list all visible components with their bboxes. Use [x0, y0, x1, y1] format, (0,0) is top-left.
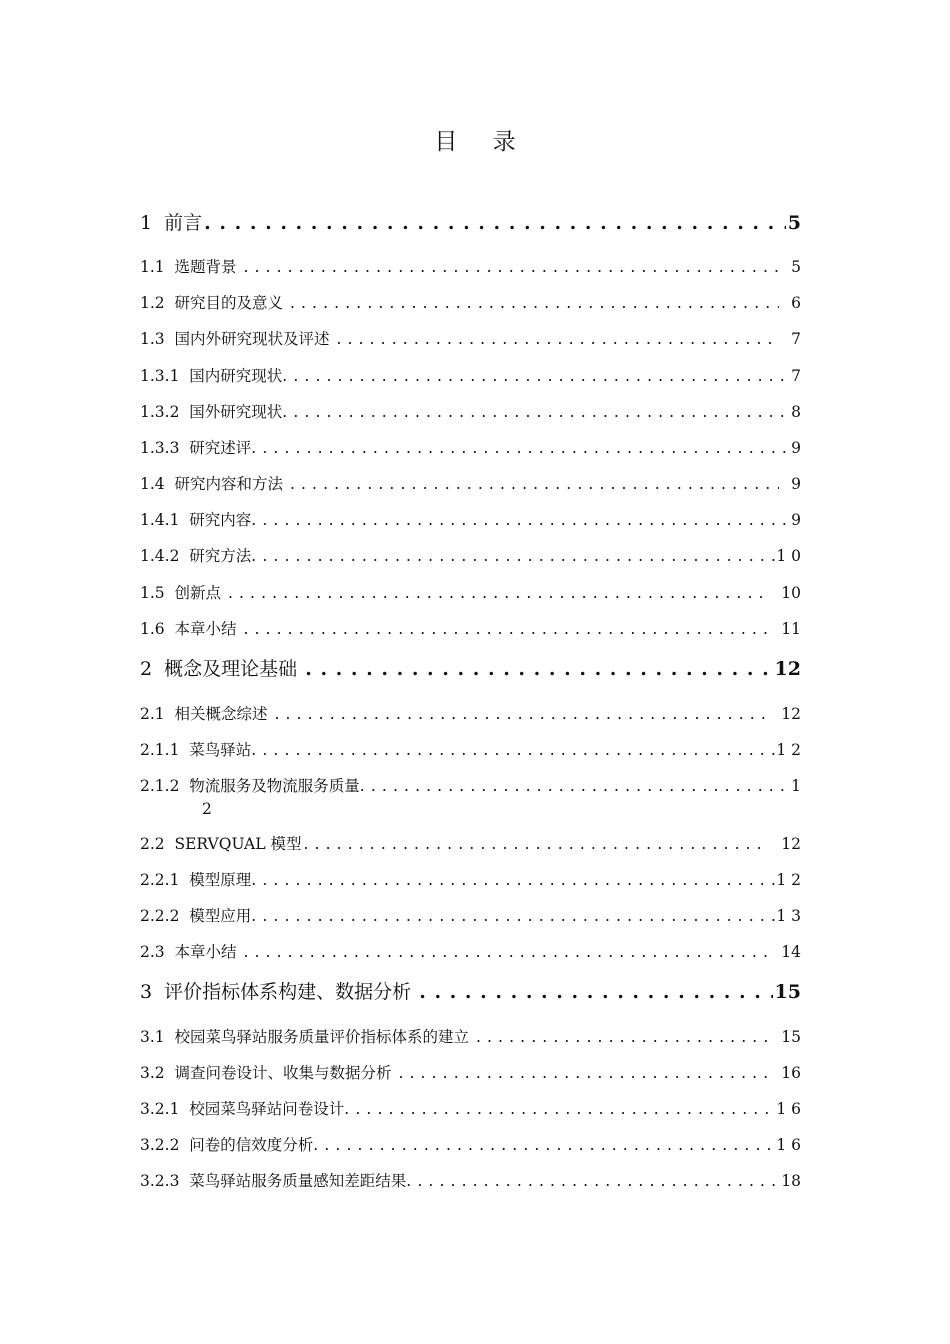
toc-entry[interactable]: [140, 738, 801, 760]
toc-entry-page: 10: [771, 584, 801, 602]
toc-entry-page: 7: [781, 330, 801, 348]
toc-entry-label: 1.4 研究内容和方法: [140, 475, 288, 493]
toc-leader-dots: [243, 258, 779, 276]
toc-entry[interactable]: [140, 291, 801, 313]
toc-leader-dots: [251, 511, 791, 529]
toc-entry-label: 1.3 国内外研究现状及评述: [140, 330, 335, 348]
toc-entry-label: 2.2.1 模型原理: [140, 871, 252, 889]
toc-entry-page: 14: [771, 943, 801, 961]
toc-entry-page: 1 6: [776, 1100, 801, 1118]
toc-entry-page: 8: [791, 403, 801, 421]
toc-leader-dots: [251, 741, 776, 759]
toc-entry-label: 2.2 SERVQUAL 模型: [140, 835, 302, 853]
toc-entry[interactable]: [140, 364, 801, 386]
toc-entry-label: 1.2 研究目的及意义: [140, 294, 288, 312]
toc-entry[interactable]: [140, 1025, 801, 1047]
toc-entry[interactable]: [140, 1169, 801, 1191]
toc-leader-dots: [476, 1028, 769, 1046]
toc-leader-dots: [228, 584, 769, 602]
toc-leader-dots: [251, 547, 776, 565]
toc-entry-label: 1.3.2 国外研究现状: [140, 403, 283, 421]
toc-entry[interactable]: [140, 208, 801, 235]
toc-entry-page: 9: [791, 439, 801, 457]
toc-entry-page: 1 6: [776, 1136, 801, 1154]
toc-entry-page: 1: [791, 777, 801, 795]
toc-entry-page: 1 0: [776, 547, 801, 565]
toc-leader-dots: [406, 1172, 781, 1190]
toc-entry-page: 1 3: [776, 907, 801, 925]
toc-entry[interactable]: [140, 702, 801, 724]
toc-entry[interactable]: [140, 436, 801, 458]
toc-entry[interactable]: [140, 832, 801, 854]
toc-entry-page: 9: [781, 475, 801, 493]
toc-leader-dots: [313, 1136, 776, 1154]
toc-entry[interactable]: [140, 617, 801, 639]
toc-leader-dots: [303, 835, 769, 853]
toc-entry[interactable]: [140, 400, 801, 422]
toc-leader-dots: [274, 705, 769, 723]
toc-entry-page: 15: [771, 1028, 801, 1046]
toc-entry-page: 6: [781, 294, 801, 312]
toc-leader-dots: [282, 403, 791, 421]
toc-entry[interactable]: [140, 940, 801, 962]
toc-leader-dots: [398, 1064, 769, 1082]
toc-leader-dots: [243, 620, 769, 638]
toc-entry[interactable]: [140, 904, 801, 926]
toc-entry-label: 2.1.2 物流服务及物流服务质量: [140, 777, 360, 795]
toc-leader-dots: [290, 294, 779, 312]
toc-entry-page: 12: [771, 835, 801, 853]
toc-entry-label: 1.5 创新点: [140, 584, 226, 602]
toc-entry[interactable]: [140, 581, 801, 603]
toc-entry-page: 15: [774, 981, 801, 1003]
toc-entry-page: 9: [791, 511, 801, 529]
toc-entry[interactable]: [140, 1061, 801, 1083]
toc-leader-dots: [336, 330, 779, 348]
toc-leader-dots: [282, 367, 791, 385]
toc-entry-page: 1 2: [776, 871, 801, 889]
toc-entry-label: 3.2.3 菜鸟驿站服务质量感知差距结果: [140, 1172, 407, 1190]
toc-leader-dots: [251, 439, 791, 457]
toc-entry[interactable]: [140, 977, 801, 1004]
page-title: 目 录: [434, 129, 530, 155]
toc-leader-dots: [243, 943, 769, 961]
toc-leader-dots: [251, 871, 776, 889]
toc-entry[interactable]: [140, 544, 801, 566]
toc-entry-page: 1 2: [776, 741, 801, 759]
toc-entry-label: 2.3 本章小结: [140, 943, 242, 961]
toc-entry[interactable]: [140, 327, 801, 349]
toc-entry-label: 3.2 调查问卷设计、收集与数据分析: [140, 1064, 397, 1082]
toc-leader-dots: [419, 981, 772, 1003]
toc-entry-page: 12: [774, 658, 801, 680]
toc-entry-label: 2.1.1 菜鸟驿站: [140, 741, 252, 759]
toc-entry-page: 12: [771, 705, 801, 723]
toc-entry-label: 1.4.1 研究内容: [140, 511, 252, 529]
toc-leader-dots: [204, 212, 786, 234]
toc-entry-label: 1 前言: [140, 212, 203, 234]
toc-entry[interactable]: [140, 1097, 801, 1119]
toc-entry[interactable]: [140, 774, 801, 818]
toc-entry[interactable]: [140, 508, 801, 530]
toc-entry-page: 5: [781, 258, 801, 276]
toc-entry-page-wrap: 2: [202, 800, 212, 818]
toc-entry-label: 2 概念及理论基础: [140, 658, 304, 680]
toc-entry-label: 2.1 相关概念综述: [140, 705, 273, 723]
toc-entry-label: 1.1 选题背景: [140, 258, 242, 276]
toc-entry[interactable]: [140, 868, 801, 890]
toc-leader-dots: [360, 777, 791, 795]
toc-leader-dots: [305, 658, 772, 680]
toc-entry-page: 16: [771, 1064, 801, 1082]
toc-entry-label: 3.2.1 校园菜鸟驿站问卷设计: [140, 1100, 345, 1118]
toc-entry[interactable]: [140, 472, 801, 494]
toc-entry-label: 3.2.2 问卷的信效度分析: [140, 1136, 314, 1154]
toc-entry-label: 1.3.1 国内研究现状: [140, 367, 283, 385]
toc-entry-label: 3.1 校园菜鸟驿站服务质量评价指标体系的建立: [140, 1028, 474, 1046]
toc-entry[interactable]: [140, 1133, 801, 1155]
toc-leader-dots: [251, 907, 776, 925]
toc-leader-dots: [344, 1100, 776, 1118]
toc-entry-label: 1.3.3 研究述评: [140, 439, 252, 457]
toc-leader-dots: [290, 475, 779, 493]
toc-entry-page: 7: [791, 367, 801, 385]
toc-entry-label: 2.2.2 模型应用: [140, 907, 252, 925]
toc-entry-page: 5: [787, 212, 801, 234]
toc-entry-page: 18: [781, 1172, 801, 1190]
toc-entry-page: 11: [771, 620, 801, 638]
toc-entry-label: 3 评价指标体系构建、数据分析: [140, 981, 418, 1003]
toc-entry-label: 1.4.2 研究方法: [140, 547, 252, 565]
toc-entry[interactable]: [140, 255, 801, 277]
toc-entry[interactable]: [140, 654, 801, 681]
toc-entry-label: 1.6 本章小结: [140, 620, 242, 638]
